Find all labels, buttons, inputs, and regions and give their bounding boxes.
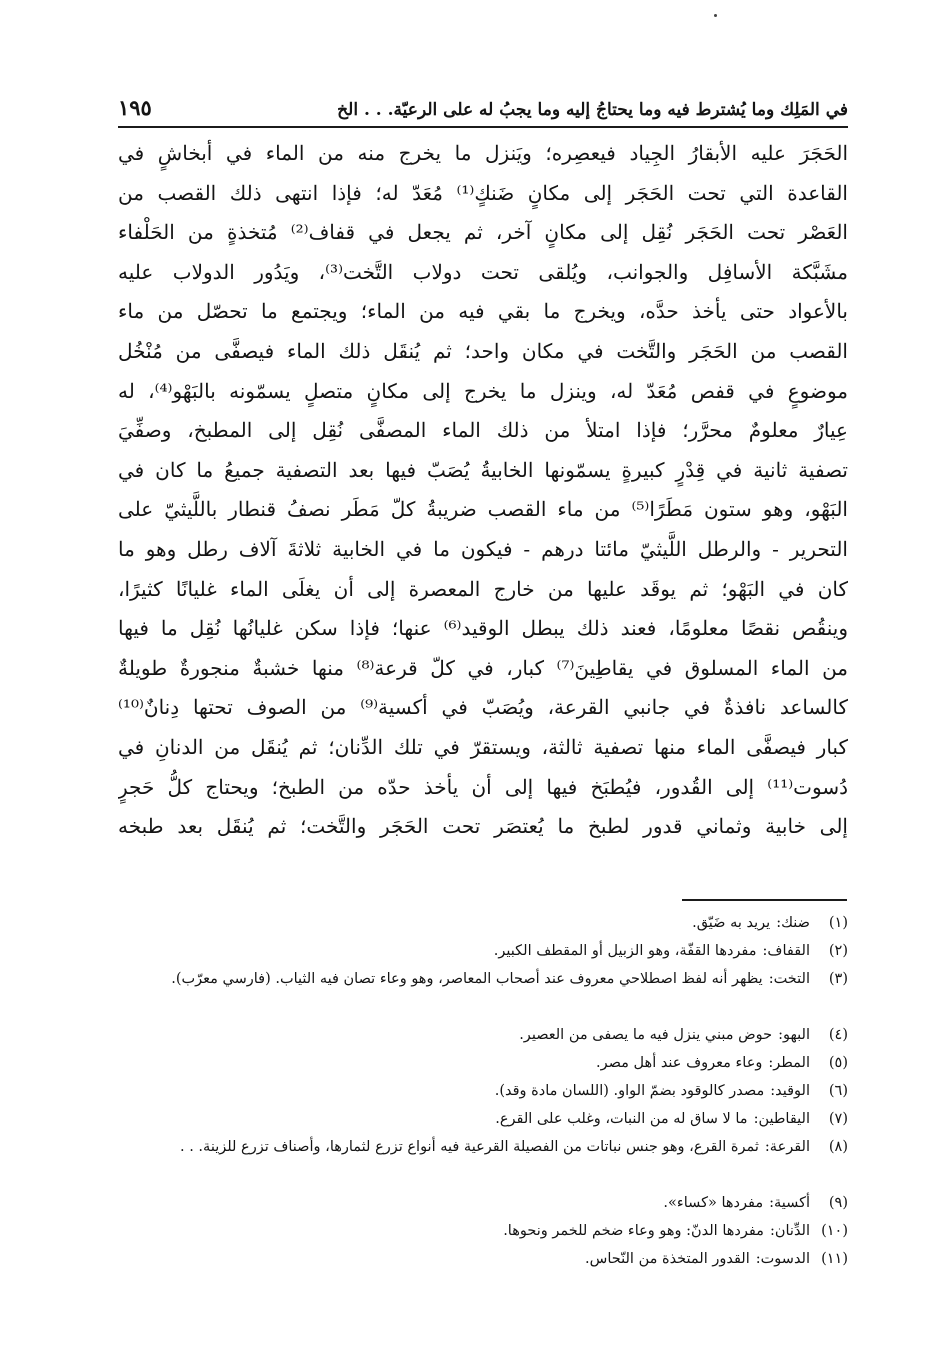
text-line: من الماء المسلوق في يقاطِينَ⁽⁷⁾ كبار، في كلّ قرعة⁽⁸⁾ منها خشبةٌ منجورةٌ طويلةٌ	[118, 655, 848, 680]
footnote-text: ما لا ساق له من النبات، وغلب على القرع.	[495, 1111, 748, 1127]
footnote-text: مصدر كالوقود بضمّ الواو. (اللسان مادة وقد).	[494, 1083, 765, 1099]
footnote-term: القرعة:	[764, 1139, 810, 1155]
footnote-text: مفردها القفّة، وهو الزبيل أو المقطف الكبير.	[493, 943, 757, 959]
footnote	[118, 1245, 848, 1273]
text-line: البَهْو، وهو ستون مَطَرًا⁽⁵⁾ من ماء القصب ضريبةُ كلّ مَطَر نصفُ قنطار باللَّيثيّ على	[118, 497, 848, 522]
main-text	[118, 134, 848, 847]
footnote-text: وعاء معروف عند أهل مصر.	[596, 1055, 763, 1071]
text-line: القاعدة التي تحت الحَجَر إلى مكانٍ ضَنكٍ⁽¹⁾ مُعَدّ له؛ فإذا انتهى ذلك القصب من	[118, 180, 848, 205]
text-line: إلى خابية وثماني قدور لطبخ ما يُعتصَر تحت الحَجَر والتَّخت؛ ثم يُنقَل بعد طبخه	[118, 814, 848, 839]
footnote-number: (٤)	[828, 1027, 848, 1043]
text-line: تصفية ثانية في قِدْرٍ كبيرةٍ يسمّونها الخابيةُ يُصَبّ فيها بعد التصفية جميعُ ما كان في	[118, 457, 848, 482]
text-line: مشَبَّكة الأسافِل والجوانب، ويُلقى تحت دولاب التَّخت⁽³⁾، ويَدُور الدولاب عليه	[118, 259, 848, 284]
footnote-number: (٨)	[828, 1139, 848, 1155]
footnote-number: (٩)	[828, 1195, 848, 1211]
footnote-term: الدِّنان:	[769, 1223, 810, 1239]
footnote	[118, 1189, 848, 1217]
text-line: عِيارٌ معلومٌ محرَّر؛ فإذا امتلأ من ذلك الماء المصفَّى نُقِل إلى المطبخ، وصفِّيَ	[118, 418, 848, 443]
footnote-term: الوقيد:	[770, 1083, 810, 1099]
footnote-number: (١١)	[821, 1251, 848, 1267]
footnote-number: (٢)	[828, 943, 848, 959]
footnote-text: مفردها الدنّ: وهو وعاء ضخم للخمر ونحوها.	[503, 1223, 764, 1239]
footnote-text: يظهر أنه لفظ اصطلاحي معروف عند أصحاب المعاصر، وهو وعاء تصان فيه الثياب. (فارسي معرّب).	[171, 971, 763, 987]
footnote-number: (١٠)	[821, 1223, 848, 1239]
footnote	[118, 1049, 848, 1077]
text-line: كان في البَهْو؛ ثم يوقَد عليها من خارج المعصرة إلى أن يغلَى الماء غليانًا كثيرًا،	[118, 576, 848, 601]
footnote-term: القفاف:	[762, 943, 810, 959]
footnote-text: يريد به ضَيّق.	[692, 915, 771, 931]
footnote-term: ضنك:	[776, 915, 810, 931]
footnote-term: البهو:	[778, 1027, 810, 1043]
footnote-text: القدور المتخذة من النّحاس.	[585, 1251, 750, 1267]
footnote-text: مفردها «كساء».	[663, 1195, 764, 1211]
text-line: كبار فيصفَّى الماء منها تصفية ثالثة، ويستقرّ في تلك الدِّنان؛ ثم يُنقَل من الدنانِ في	[118, 734, 848, 759]
text-line: بالأعواد حتى يأخذ حدَّه، ويخرج ما بقي فيه من الماء؛ ويجتمع ما تحصّل من ماء	[118, 299, 848, 324]
text-line: الحَجَرَ عليه الأبقارُ الجِياد فيعصِره؛ ويَنزل ما يخرج منه من الماء في أبخاشٍ في	[118, 141, 848, 165]
footnote	[118, 1133, 848, 1189]
footnote-number: (١)	[828, 915, 848, 931]
footnote-term: التخت:	[768, 971, 810, 987]
footnote	[118, 965, 848, 1021]
text-line: التحرير - والرطل اللَّيثيّ مائتا درهم - فيكون ما في الخابية ثلاثةَ آلاف رطل وهو ما	[118, 536, 848, 561]
footnote-number: (٥)	[828, 1055, 848, 1071]
footnote-text: حوض مبني ينزل فيه ما يصفى من العصير.	[519, 1027, 773, 1043]
footnote	[118, 1021, 848, 1049]
running-header	[118, 80, 848, 128]
footnote-number: (٧)	[828, 1111, 848, 1127]
text-line: وينقُص نقصًا معلومًا، فعند ذلك يبطل الوقيد⁽⁶⁾ عنها؛ فإذا سكن غليانُها نُقِل ما فيها	[118, 616, 848, 641]
footnote-number: (٦)	[828, 1083, 848, 1099]
text-line: دُسوت⁽¹¹⁾ إلى القُدور، فيُطبَخ فيها إلى أن يأخذ حدّه من الطبخ؛ ويحتاج كلُّ حَجرٍ	[118, 774, 848, 799]
footnote	[118, 1217, 848, 1245]
page-number: ١٩٥	[118, 95, 152, 120]
text-line: القصب من الحَجَر والتَّخت في مكان واحد؛ ثم يُنقَل ذلك الماء فيصفَّى من مُنْخُل	[118, 338, 848, 363]
footnote-separator	[682, 899, 847, 901]
text-line: موضوعٍ في قفص مُعَدّ له، وينزل ما يخرج إلى مكانٍ متصلٍ يسمّونه بالبَهْو⁽⁴⁾، له	[118, 378, 848, 403]
footnote	[118, 1105, 848, 1133]
footnote	[118, 909, 848, 937]
text-line: كالساعد نافذةٌ في جانبي القرعة، ويُصَبّ في أكسية⁽⁹⁾ من الصوف تحتها دِنانٌ⁽¹⁰⁾	[118, 695, 848, 720]
footnote-term: اليقاطين:	[753, 1111, 810, 1127]
footnote	[118, 937, 848, 965]
running-title: في المَلِك وما يُشترط فيه وما يحتاجُ إليه وما يجبُ له على الرعيّة. . . الخ	[337, 100, 848, 120]
footnote-term: أكسية:	[769, 1195, 810, 1211]
footnote-number: (٣)	[828, 971, 848, 987]
text-line: العَصْر تحت الحَجَر نُقِل إلى مكانٍ آخر، ثم يجعل في قفاف⁽²⁾ مُتخذةٍ من الحَلْفاء	[118, 220, 848, 245]
footnote-term: المطر:	[768, 1055, 810, 1071]
footnote-term: الدسوت:	[755, 1251, 810, 1267]
footnotes	[118, 909, 848, 1273]
scan-speck	[714, 14, 717, 17]
footnote-text: ثمرة القرع، وهو جنس نباتات من الفصيلة القرعية فيه أنواع تزرع لثمارها، وأصناف تزرع للزينة. . .	[180, 1139, 759, 1155]
footnote	[118, 1077, 848, 1105]
